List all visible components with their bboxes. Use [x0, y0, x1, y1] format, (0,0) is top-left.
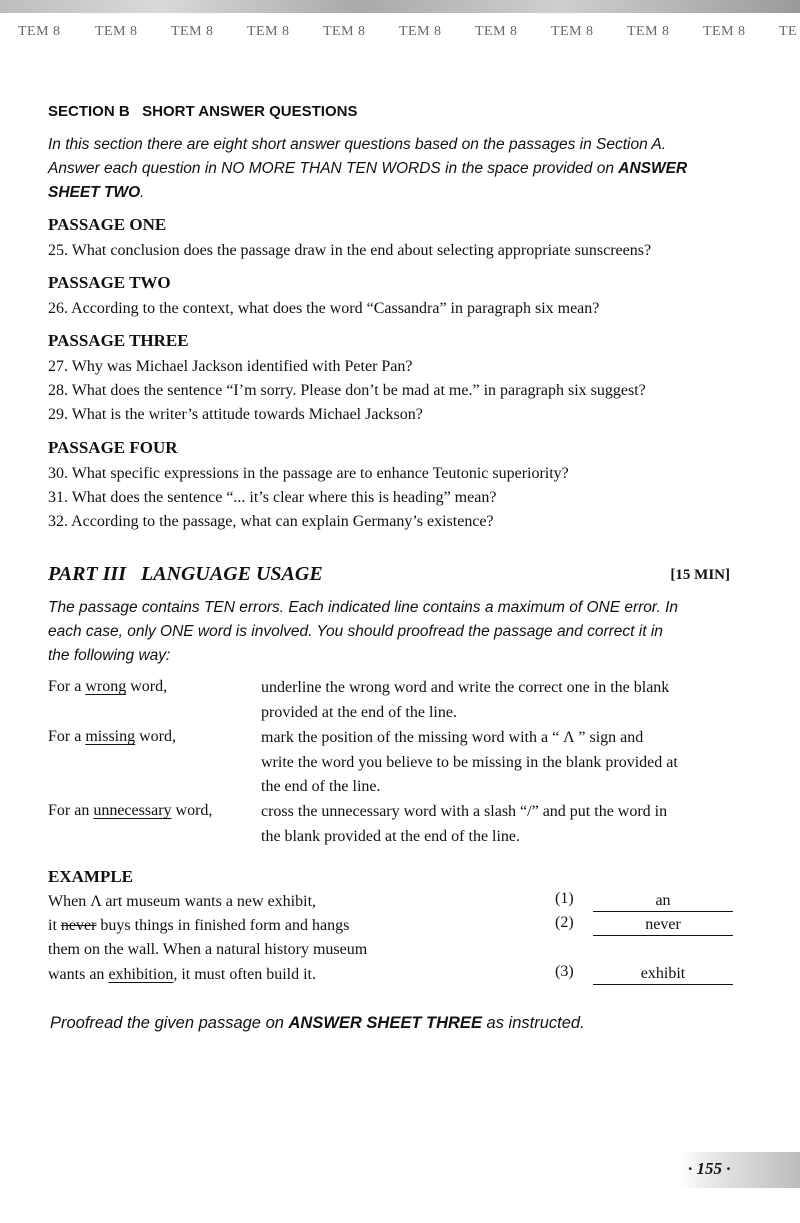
section-b-instruction	[48, 133, 768, 205]
rule-missing-label	[48, 728, 176, 746]
passage-heading: PASSAGE FOUR	[48, 438, 178, 457]
question-27: 27. Why was Michael Jackson identified with Peter Pan?	[48, 358, 413, 375]
instruction-line: each case, only ONE word is involved. You should proofread the passage and correct it in	[48, 623, 663, 640]
question-26: 26. According to the context, what does the word “Cassandra” in paragraph six mean?	[48, 300, 600, 317]
tem-label: TEM 8	[399, 24, 442, 39]
label-text: word,	[171, 802, 213, 819]
description-line: underline the wrong word and write the correct one in the blank	[261, 679, 670, 696]
closing-text: as instructed.	[481, 1014, 585, 1032]
example-text: it	[48, 917, 61, 934]
tem-label: TEM 8	[18, 24, 61, 39]
label-text: For an	[48, 802, 94, 819]
instruction-text: .	[140, 184, 145, 201]
label-underlined-word: unnecessary	[93, 802, 172, 819]
rule-unnecessary-description	[261, 800, 731, 849]
example-line-2	[48, 914, 349, 938]
description-line: the end of the line.	[261, 778, 381, 795]
question-29: 29. What is the writer’s attitude towards Michael Jackson?	[48, 406, 423, 423]
header-tem-row	[0, 24, 800, 44]
instruction-line	[48, 157, 768, 181]
description-line: the blank provided at the end of the line.	[261, 827, 521, 845]
underlined-word: exhibition	[108, 966, 174, 983]
example-text: buys things in finished form and hangs	[96, 917, 350, 934]
instruction-text: Answer each question in NO MORE THAN TEN WORDS in the space provided on	[48, 160, 619, 177]
tem-label: TE	[779, 24, 798, 39]
closing-emphasis: ANSWER SHEET THREE	[288, 1014, 482, 1032]
rule-wrong-label	[48, 678, 167, 696]
tem-label: TEM 8	[475, 24, 518, 39]
rule-missing-description	[261, 726, 731, 800]
tem-label: TEM 8	[247, 24, 290, 39]
top-decorative-band	[0, 0, 800, 13]
page-number: · 155 ·	[688, 1159, 731, 1178]
tem-label: TEM 8	[323, 24, 366, 39]
description-line: cross the unnecessary word with a slash “/” and put the word in	[261, 803, 668, 820]
instruction-emphasis: ANSWER	[618, 160, 688, 177]
example-line-3: them on the wall. When a natural history museum	[48, 941, 368, 958]
tem-label: TEM 8	[171, 24, 214, 39]
part3-time: [15 MIN]	[670, 567, 730, 583]
example-line-1	[48, 890, 316, 914]
rule-wrong-description	[261, 676, 731, 725]
question-31: 31. What does the sentence “... it’s clear where this is heading” mean?	[48, 489, 497, 506]
example-number-2: (2)	[555, 914, 574, 931]
instruction-emphasis: SHEET TWO	[48, 184, 141, 201]
example-text: , it must often build it.	[173, 966, 316, 983]
instruction-line	[48, 181, 768, 205]
example-number-1: (1)	[555, 890, 574, 907]
passage-heading: PASSAGE ONE	[48, 215, 167, 234]
section-b-title: SECTION B SHORT ANSWER QUESTIONS	[48, 103, 358, 120]
example-text: When	[48, 893, 91, 910]
tem-label: TEM 8	[627, 24, 670, 39]
example-heading: EXAMPLE	[48, 867, 133, 886]
label-text: For a	[48, 678, 86, 695]
closing-text: Proofread the given passage on	[50, 1014, 289, 1032]
caret-mark: Λ	[90, 893, 102, 910]
example-number-3: (3)	[555, 963, 574, 980]
label-underlined-word: wrong	[85, 678, 127, 695]
part3-instruction	[48, 596, 768, 668]
part3-title: PART III LANGUAGE USAGE	[48, 563, 323, 585]
tem-label: TEM 8	[703, 24, 746, 39]
closing-instruction	[50, 1011, 585, 1035]
label-underlined-word: missing	[85, 728, 136, 745]
question-32: 32. According to the passage, what can explain Germany’s existence?	[48, 513, 494, 530]
description-line: write the word you believe to be missing in the blank provided at	[261, 753, 678, 771]
description-line: provided at the end of the line.	[261, 703, 457, 721]
example-answer-2: never	[593, 915, 733, 936]
example-answer-1: an	[593, 891, 733, 912]
question-30: 30. What specific expressions in the passage are to enhance Teutonic superiority?	[48, 465, 569, 482]
question-25: 25. What conclusion does the passage draw in the end about selecting appropriate sunscreens?	[48, 242, 652, 259]
instruction-line: the following way:	[48, 647, 171, 664]
example-line-4	[48, 963, 316, 987]
rule-unnecessary-label	[48, 802, 212, 820]
instruction-line: In this section there are eight short answer questions based on the passages in Section A.	[48, 136, 667, 153]
label-text: For a	[48, 728, 86, 745]
tem-label: TEM 8	[551, 24, 594, 39]
example-text: wants an	[48, 966, 109, 983]
example-text: art museum wants a new exhibit,	[101, 893, 317, 910]
instruction-line: The passage contains TEN errors. Each indicated line contains a maximum of ONE error. In	[48, 599, 679, 616]
question-28: 28. What does the sentence “I’m sorry. Please don’t be mad at me.” in paragraph six suggest?	[48, 382, 646, 399]
passage-heading: PASSAGE TWO	[48, 273, 171, 292]
label-text: word,	[135, 728, 177, 745]
description-line: mark the position of the missing word with a “ Λ ” sign and	[261, 729, 644, 746]
struck-word: never	[60, 917, 97, 934]
label-text: word,	[126, 678, 168, 695]
example-answer-3: exhibit	[593, 964, 733, 985]
tem-label: TEM 8	[95, 24, 138, 39]
passage-heading: PASSAGE THREE	[48, 331, 189, 350]
